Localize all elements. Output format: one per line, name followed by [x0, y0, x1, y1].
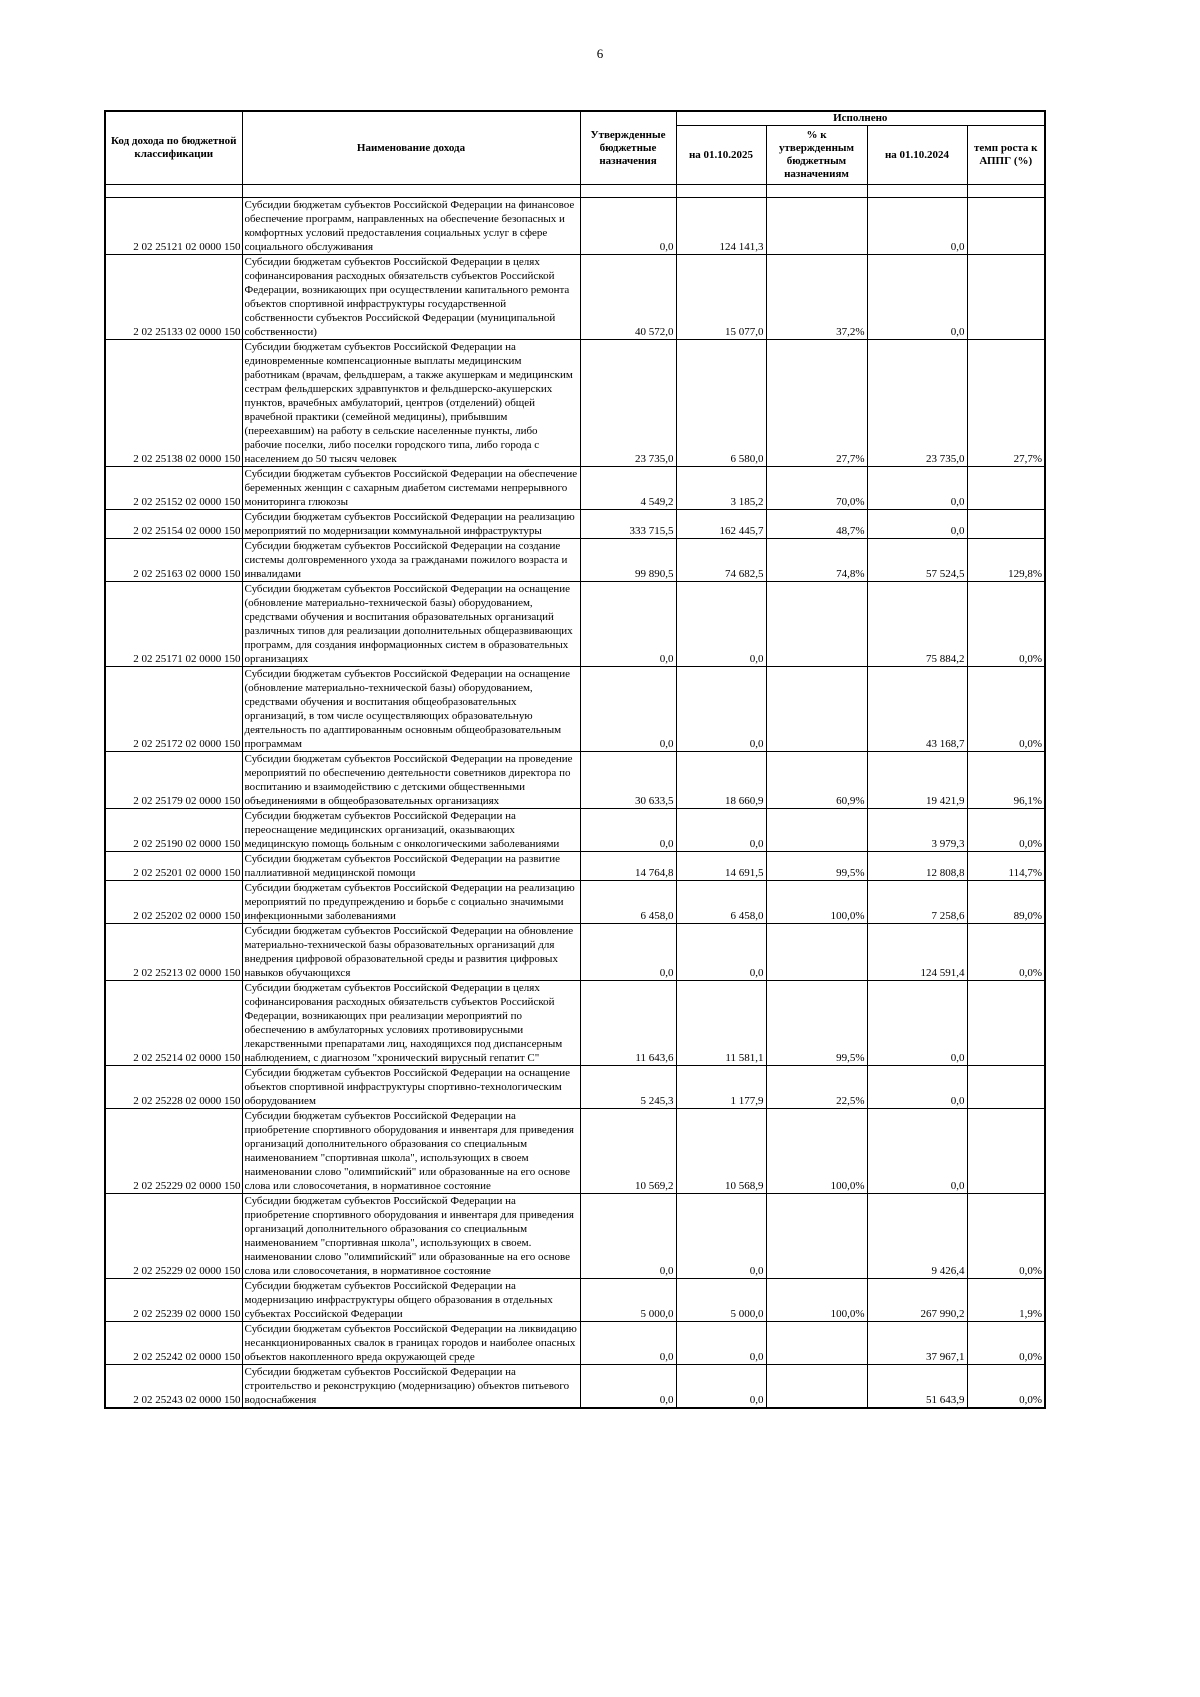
- revenue-code-cell: 2 02 25202 02 0000 150: [105, 881, 242, 924]
- growth-rate-cell: [967, 467, 1045, 510]
- executed-2024-cell: 9 426,4: [867, 1194, 967, 1279]
- executed-2025-cell: 11 581,1: [676, 981, 766, 1066]
- executed-2025-cell: 124 141,3: [676, 198, 766, 255]
- approved-amount-cell: 6 458,0: [580, 881, 676, 924]
- table-row: [105, 1109, 1045, 1194]
- approved-amount-cell: 10 569,2: [580, 1109, 676, 1194]
- pct-of-approved-cell: [766, 198, 867, 255]
- approved-amount-cell: 5 245,3: [580, 1066, 676, 1109]
- executed-2024-cell: 267 990,2: [867, 1279, 967, 1322]
- approved-amount-cell: 14 764,8: [580, 852, 676, 881]
- growth-rate-cell: 0,0%: [967, 924, 1045, 981]
- header-executed: Исполнено: [676, 111, 1045, 126]
- pct-of-approved-cell: [766, 582, 867, 667]
- pct-of-approved-cell: 100,0%: [766, 1279, 867, 1322]
- executed-2024-cell: 0,0: [867, 198, 967, 255]
- executed-2025-cell: 162 445,7: [676, 510, 766, 539]
- revenue-code-cell: 2 02 25201 02 0000 150: [105, 852, 242, 881]
- revenue-name-cell: Субсидии бюджетам субъектов Российской Федерации на оснащение (обновление материально-технической базы) оборудованием, средствами обучения и воспитания образовательных организаций различных типов для реализации дополнительных общеразвивающих программ, для создания информационных систем в образовательных организациях: [242, 582, 580, 667]
- pct-of-approved-cell: 99,5%: [766, 852, 867, 881]
- revenue-name-cell: Субсидии бюджетам субъектов Российской Федерации на строительство и реконструкцию (модернизацию) объектов питьевого водоснабжения: [242, 1365, 580, 1409]
- executed-2024-cell: 12 808,8: [867, 852, 967, 881]
- revenue-code-cell: 2 02 25229 02 0000 150: [105, 1109, 242, 1194]
- executed-2024-cell: 124 591,4: [867, 924, 967, 981]
- table-spacer-row: [105, 185, 1045, 198]
- pct-of-approved-cell: 74,8%: [766, 539, 867, 582]
- revenue-name-cell: Субсидии бюджетам субъектов Российской Федерации на ликвидацию несанкционированных свалок в границах городов и наиболее опасных объектов накопленного вреда окружающей среде: [242, 1322, 580, 1365]
- executed-2024-cell: 0,0: [867, 981, 967, 1066]
- revenue-code-cell: 2 02 25121 02 0000 150: [105, 198, 242, 255]
- growth-rate-cell: [967, 1066, 1045, 1109]
- approved-amount-cell: 5 000,0: [580, 1279, 676, 1322]
- table-row: [105, 752, 1045, 809]
- header-pct-approved: % к утвержденным бюджетным назначениям: [766, 126, 867, 185]
- revenue-name-cell: Субсидии бюджетам субъектов Российской Федерации в целях софинансирования расходных обязательств субъектов Российской Федерации, возникающих при осуществлении капитального ремонта объектов спортивной инфраструктуры государственной собственности субъектов Российской Федерации (муниципальной собственности): [242, 255, 580, 340]
- table-row: [105, 198, 1045, 255]
- revenue-code-cell: 2 02 25213 02 0000 150: [105, 924, 242, 981]
- revenue-name-cell: Субсидии бюджетам субъектов Российской Федерации на развитие паллиативной медицинской помощи: [242, 852, 580, 881]
- revenue-name-cell: Субсидии бюджетам субъектов Российской Федерации на проведение мероприятий по обеспечению деятельности советников директора по воспитанию и взаимодействию с детскими общественными объединениями в общеобразовательных организациях: [242, 752, 580, 809]
- approved-amount-cell: 0,0: [580, 1194, 676, 1279]
- revenue-code-cell: 2 02 25138 02 0000 150: [105, 340, 242, 467]
- approved-amount-cell: 0,0: [580, 924, 676, 981]
- pct-of-approved-cell: 70,0%: [766, 467, 867, 510]
- executed-2024-cell: 0,0: [867, 1109, 967, 1194]
- approved-amount-cell: 0,0: [580, 667, 676, 752]
- revenue-name-cell: Субсидии бюджетам субъектов Российской Федерации на создание системы долговременного ухода за гражданами пожилого возраста и инвалидами: [242, 539, 580, 582]
- pct-of-approved-cell: [766, 1322, 867, 1365]
- header-name: Наименование дохода: [242, 111, 580, 185]
- pct-of-approved-cell: [766, 809, 867, 852]
- header-approved: Утвержденные бюджетные назначения: [580, 111, 676, 185]
- growth-rate-cell: 129,8%: [967, 539, 1045, 582]
- revenue-code-cell: 2 02 25243 02 0000 150: [105, 1365, 242, 1409]
- table-row: [105, 881, 1045, 924]
- header-on-2024: на 01.10.2024: [867, 126, 967, 185]
- revenue-code-cell: 2 02 25229 02 0000 150: [105, 1194, 242, 1279]
- executed-2024-cell: 0,0: [867, 467, 967, 510]
- executed-2024-cell: 23 735,0: [867, 340, 967, 467]
- page-number: 6: [596, 46, 604, 61]
- growth-rate-cell: 96,1%: [967, 752, 1045, 809]
- growth-rate-cell: 0,0%: [967, 809, 1045, 852]
- approved-amount-cell: 40 572,0: [580, 255, 676, 340]
- revenue-name-cell: Субсидии бюджетам субъектов Российской Федерации на обновление материально-технической базы образовательных организаций для внедрения цифровой образовательной среды и развития цифровых навыков обучающихся: [242, 924, 580, 981]
- revenue-name-cell: Субсидии бюджетам субъектов Российской Федерации на переоснащение медицинских организаций, оказывающих медицинскую помощь больным с онкологическими заболеваниями: [242, 809, 580, 852]
- table-row: [105, 667, 1045, 752]
- pct-of-approved-cell: [766, 1194, 867, 1279]
- growth-rate-cell: 0,0%: [967, 667, 1045, 752]
- approved-amount-cell: 333 715,5: [580, 510, 676, 539]
- revenue-code-cell: 2 02 25228 02 0000 150: [105, 1066, 242, 1109]
- revenue-name-cell: Субсидии бюджетам субъектов Российской Федерации на оснащение объектов спортивной инфраструктуры спортивно-технологическим оборудованием: [242, 1066, 580, 1109]
- revenue-code-cell: 2 02 25179 02 0000 150: [105, 752, 242, 809]
- executed-2025-cell: 10 568,9: [676, 1109, 766, 1194]
- table-row: [105, 467, 1045, 510]
- executed-2025-cell: 5 000,0: [676, 1279, 766, 1322]
- executed-2024-cell: 57 524,5: [867, 539, 967, 582]
- executed-2024-cell: 0,0: [867, 1066, 967, 1109]
- approved-amount-cell: 0,0: [580, 1322, 676, 1365]
- revenue-name-cell: Субсидии бюджетам субъектов Российской Федерации в целях софинансирования расходных обязательств субъектов Российской Федерации, возникающих при реализации мероприятий по обеспечению в амбулаторных условиях противовирусными лекарственными препаратами лиц, находящихся под диспансерным наблюдением, с диагнозом "хронический вирусный гепатит С": [242, 981, 580, 1066]
- pct-of-approved-cell: 22,5%: [766, 1066, 867, 1109]
- executed-2025-cell: 0,0: [676, 1365, 766, 1409]
- executed-2025-cell: 0,0: [676, 582, 766, 667]
- table-row: [105, 1279, 1045, 1322]
- revenue-code-cell: 2 02 25242 02 0000 150: [105, 1322, 242, 1365]
- header-code: Код дохода по бюджетной классификации: [105, 111, 242, 185]
- executed-2025-cell: 6 580,0: [676, 340, 766, 467]
- approved-amount-cell: 4 549,2: [580, 467, 676, 510]
- approved-amount-cell: 0,0: [580, 809, 676, 852]
- executed-2024-cell: 0,0: [867, 510, 967, 539]
- table-row: [105, 539, 1045, 582]
- growth-rate-cell: 1,9%: [967, 1279, 1045, 1322]
- growth-rate-cell: [967, 255, 1045, 340]
- executed-2025-cell: 3 185,2: [676, 467, 766, 510]
- growth-rate-cell: 0,0%: [967, 582, 1045, 667]
- growth-rate-cell: 27,7%: [967, 340, 1045, 467]
- table-row: [105, 924, 1045, 981]
- table-row: [105, 1194, 1045, 1279]
- growth-rate-cell: [967, 1109, 1045, 1194]
- executed-2025-cell: 1 177,9: [676, 1066, 766, 1109]
- revenue-code-cell: 2 02 25214 02 0000 150: [105, 981, 242, 1066]
- pct-of-approved-cell: 27,7%: [766, 340, 867, 467]
- table-row: [105, 852, 1045, 881]
- revenue-code-cell: 2 02 25239 02 0000 150: [105, 1279, 242, 1322]
- pct-of-approved-cell: 60,9%: [766, 752, 867, 809]
- header-on-2025: на 01.10.2025: [676, 126, 766, 185]
- pct-of-approved-cell: [766, 667, 867, 752]
- table-row: [105, 340, 1045, 467]
- revenue-code-cell: 2 02 25190 02 0000 150: [105, 809, 242, 852]
- pct-of-approved-cell: 100,0%: [766, 881, 867, 924]
- approved-amount-cell: 11 643,6: [580, 981, 676, 1066]
- revenue-code-cell: 2 02 25163 02 0000 150: [105, 539, 242, 582]
- pct-of-approved-cell: [766, 924, 867, 981]
- table-row: [105, 1322, 1045, 1365]
- executed-2024-cell: 43 168,7: [867, 667, 967, 752]
- revenue-code-cell: 2 02 25133 02 0000 150: [105, 255, 242, 340]
- table-row: [105, 255, 1045, 340]
- pct-of-approved-cell: 100,0%: [766, 1109, 867, 1194]
- revenue-code-cell: 2 02 25152 02 0000 150: [105, 467, 242, 510]
- growth-rate-cell: 0,0%: [967, 1365, 1045, 1409]
- executed-2024-cell: 75 884,2: [867, 582, 967, 667]
- revenue-code-cell: 2 02 25171 02 0000 150: [105, 582, 242, 667]
- table-row: [105, 1066, 1045, 1109]
- executed-2025-cell: 14 691,5: [676, 852, 766, 881]
- executed-2025-cell: 0,0: [676, 809, 766, 852]
- revenue-name-cell: Субсидии бюджетам субъектов Российской Федерации на модернизацию инфраструктуры общего образования в отдельных субъектах Российской Федерации: [242, 1279, 580, 1322]
- revenue-name-cell: Субсидии бюджетам субъектов Российской Федерации на приобретение спортивного оборудования и инвентаря для приведения организаций дополнительного образования со специальным наименованием "спортивная школа", использующих в своем. наименовании слово "олимпийский" или образованные на его основе слова или словосочетания, в нормативное состояние: [242, 1194, 580, 1279]
- table-row: [105, 510, 1045, 539]
- executed-2025-cell: 0,0: [676, 924, 766, 981]
- growth-rate-cell: [967, 981, 1045, 1066]
- executed-2024-cell: 51 643,9: [867, 1365, 967, 1409]
- approved-amount-cell: 23 735,0: [580, 340, 676, 467]
- budget-revenue-table: [104, 110, 1046, 1409]
- pct-of-approved-cell: 37,2%: [766, 255, 867, 340]
- revenue-code-cell: 2 02 25154 02 0000 150: [105, 510, 242, 539]
- table-row: [105, 582, 1045, 667]
- approved-amount-cell: 30 633,5: [580, 752, 676, 809]
- growth-rate-cell: 89,0%: [967, 881, 1045, 924]
- revenue-name-cell: Субсидии бюджетам субъектов Российской Федерации на финансовое обеспечение программ, направленных на обеспечение безопасных и комфортных условий предоставления социальных услуг в сфере социального обслуживания: [242, 198, 580, 255]
- table-row: [105, 809, 1045, 852]
- executed-2024-cell: 19 421,9: [867, 752, 967, 809]
- revenue-name-cell: Субсидии бюджетам субъектов Российской Федерации на реализацию мероприятий по модернизации коммунальной инфраструктуры: [242, 510, 580, 539]
- executed-2025-cell: 18 660,9: [676, 752, 766, 809]
- growth-rate-cell: [967, 510, 1045, 539]
- table-body: [105, 185, 1045, 1409]
- revenue-name-cell: Субсидии бюджетам субъектов Российской Федерации на оснащение (обновление материально-технической базы) оборудованием, средствами обучения и воспитания общеобразовательных организаций, в том числе осуществляющих образовательную деятельность по адаптированным основным общеобразовательным программам: [242, 667, 580, 752]
- executed-2024-cell: 3 979,3: [867, 809, 967, 852]
- executed-2025-cell: 0,0: [676, 1322, 766, 1365]
- executed-2024-cell: 7 258,6: [867, 881, 967, 924]
- revenue-code-cell: 2 02 25172 02 0000 150: [105, 667, 242, 752]
- revenue-name-cell: Субсидии бюджетам субъектов Российской Федерации на единовременные компенсационные выплаты медицинским работникам (врачам, фельдшерам, а также акушеркам и медицинским сестрам фельдшерских здравпунктов и фельдшерско-акушерских пунктов, врачебных амбулаторий, центров (отделений) общей врачебной практики (семейной медицины), прибывшим (переехавшим) на работу в сельские населенные пункты, либо рабочие поселки, либо поселки городского типа, либо города с населением до 50 тысяч человек: [242, 340, 580, 467]
- growth-rate-cell: 0,0%: [967, 1322, 1045, 1365]
- approved-amount-cell: 0,0: [580, 582, 676, 667]
- pct-of-approved-cell: 48,7%: [766, 510, 867, 539]
- executed-2025-cell: 6 458,0: [676, 881, 766, 924]
- table-row: [105, 1365, 1045, 1409]
- approved-amount-cell: 0,0: [580, 198, 676, 255]
- revenue-name-cell: Субсидии бюджетам субъектов Российской Федерации на обеспечение беременных женщин с сахарным диабетом системами непрерывного мониторинга глюкозы: [242, 467, 580, 510]
- header-growth: темп роста к АППГ (%): [967, 126, 1045, 185]
- executed-2024-cell: 0,0: [867, 255, 967, 340]
- pct-of-approved-cell: [766, 1365, 867, 1409]
- growth-rate-cell: [967, 198, 1045, 255]
- revenue-name-cell: Субсидии бюджетам субъектов Российской Федерации на реализацию мероприятий по предупреждению и борьбе с социально значимыми инфекционными заболеваниями: [242, 881, 580, 924]
- approved-amount-cell: 0,0: [580, 1365, 676, 1409]
- growth-rate-cell: 114,7%: [967, 852, 1045, 881]
- executed-2025-cell: 15 077,0: [676, 255, 766, 340]
- executed-2024-cell: 37 967,1: [867, 1322, 967, 1365]
- revenue-name-cell: Субсидии бюджетам субъектов Российской Федерации на приобретение спортивного оборудования и инвентаря для приведения организаций дополнительного образования со специальным наименованием "спортивная школа", использующих в своем наименовании слово "олимпийский" или образованные на его основе слова или словосочетания, в нормативное состояние: [242, 1109, 580, 1194]
- pct-of-approved-cell: 99,5%: [766, 981, 867, 1066]
- executed-2025-cell: 74 682,5: [676, 539, 766, 582]
- executed-2025-cell: 0,0: [676, 1194, 766, 1279]
- growth-rate-cell: 0,0%: [967, 1194, 1045, 1279]
- table-row: [105, 981, 1045, 1066]
- approved-amount-cell: 99 890,5: [580, 539, 676, 582]
- executed-2025-cell: 0,0: [676, 667, 766, 752]
